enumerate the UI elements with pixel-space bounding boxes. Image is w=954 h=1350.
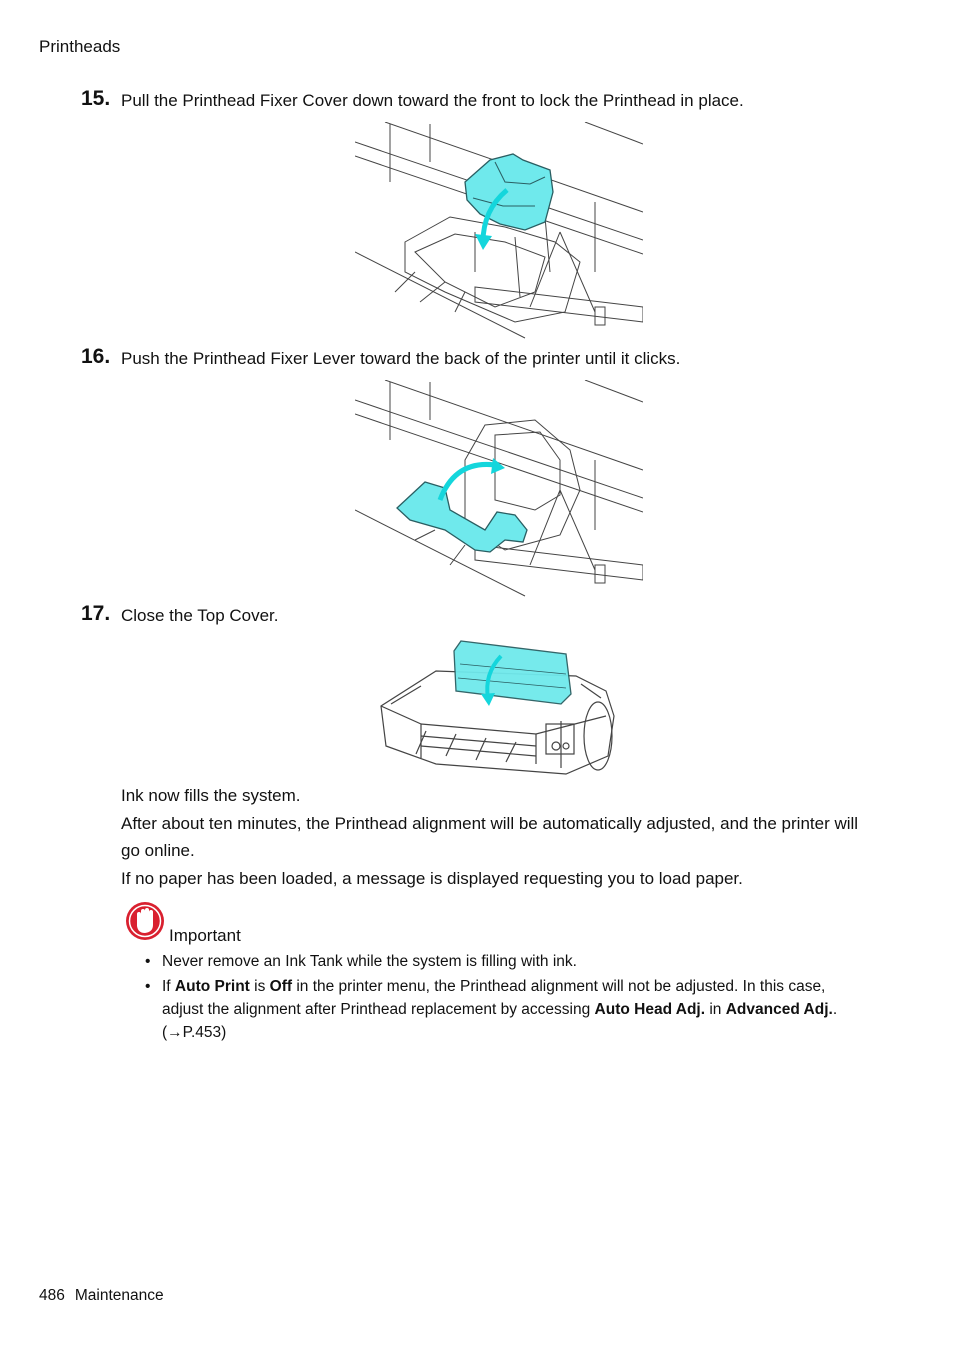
page-number: 486: [39, 1287, 65, 1304]
paragraph-ink-fills: Ink now fills the system.: [121, 786, 301, 805]
paragraph-load-paper: If no paper has been loaded, a message is displayed requesting you to load paper.: [121, 869, 743, 888]
menu-term-auto-print: Auto Print: [174, 978, 250, 995]
page-reference-link[interactable]: . (→P.453): [162, 1001, 838, 1041]
step-text-15: Pull the Printhead Fixer Cover down toward the front to lock the Printhead in place.: [121, 91, 744, 110]
note-text: in: [705, 1001, 726, 1018]
important-notes: [145, 950, 865, 1046]
important-hand-icon: [124, 900, 166, 942]
note-text: If: [162, 978, 175, 995]
fixer-cover-shape: [465, 154, 553, 230]
note-text: is: [249, 978, 270, 995]
result-description: [121, 782, 881, 893]
step-text-17: Close the Top Cover.: [121, 606, 279, 625]
top-cover-shape: [454, 641, 571, 704]
figure-top-cover-closing: [376, 636, 622, 778]
step-number-15: 15.: [81, 87, 111, 110]
bullet-icon: •: [145, 978, 151, 995]
note-auto-print: [162, 978, 837, 1041]
page-footer: [39, 1287, 164, 1305]
paragraph-alignment: After about ten minutes, the Printhead alignment will be automatically adjusted, and the printer will go online.: [121, 814, 859, 860]
bullet-icon: •: [145, 953, 151, 970]
note-item: [145, 975, 865, 1044]
important-label: Important: [169, 926, 241, 945]
menu-term-auto-head-adj: Auto Head Adj.: [594, 1001, 706, 1018]
figure-printhead-fixer-cover: [355, 122, 643, 340]
step-number-17: 17.: [81, 602, 111, 625]
note-text: in the printer menu, the Printhead alignment will not be adjusted. In this case, adjust the alignment after Printhead replacement by accessing: [162, 978, 826, 1018]
menu-term-off: Off: [269, 978, 293, 995]
note-item: [145, 950, 865, 973]
chapter-name: Maintenance: [74, 1287, 164, 1304]
figure-printhead-fixer-lever: [355, 380, 643, 598]
running-header: Printheads: [39, 37, 121, 56]
step-number-16: 16.: [81, 345, 111, 368]
menu-term-advanced-adj: Advanced Adj.: [725, 1001, 833, 1018]
note-ink-tank: Never remove an Ink Tank while the system is filling with ink.: [162, 953, 577, 970]
step-text-16: Push the Printhead Fixer Lever toward the back of the printer until it clicks.: [121, 349, 681, 368]
